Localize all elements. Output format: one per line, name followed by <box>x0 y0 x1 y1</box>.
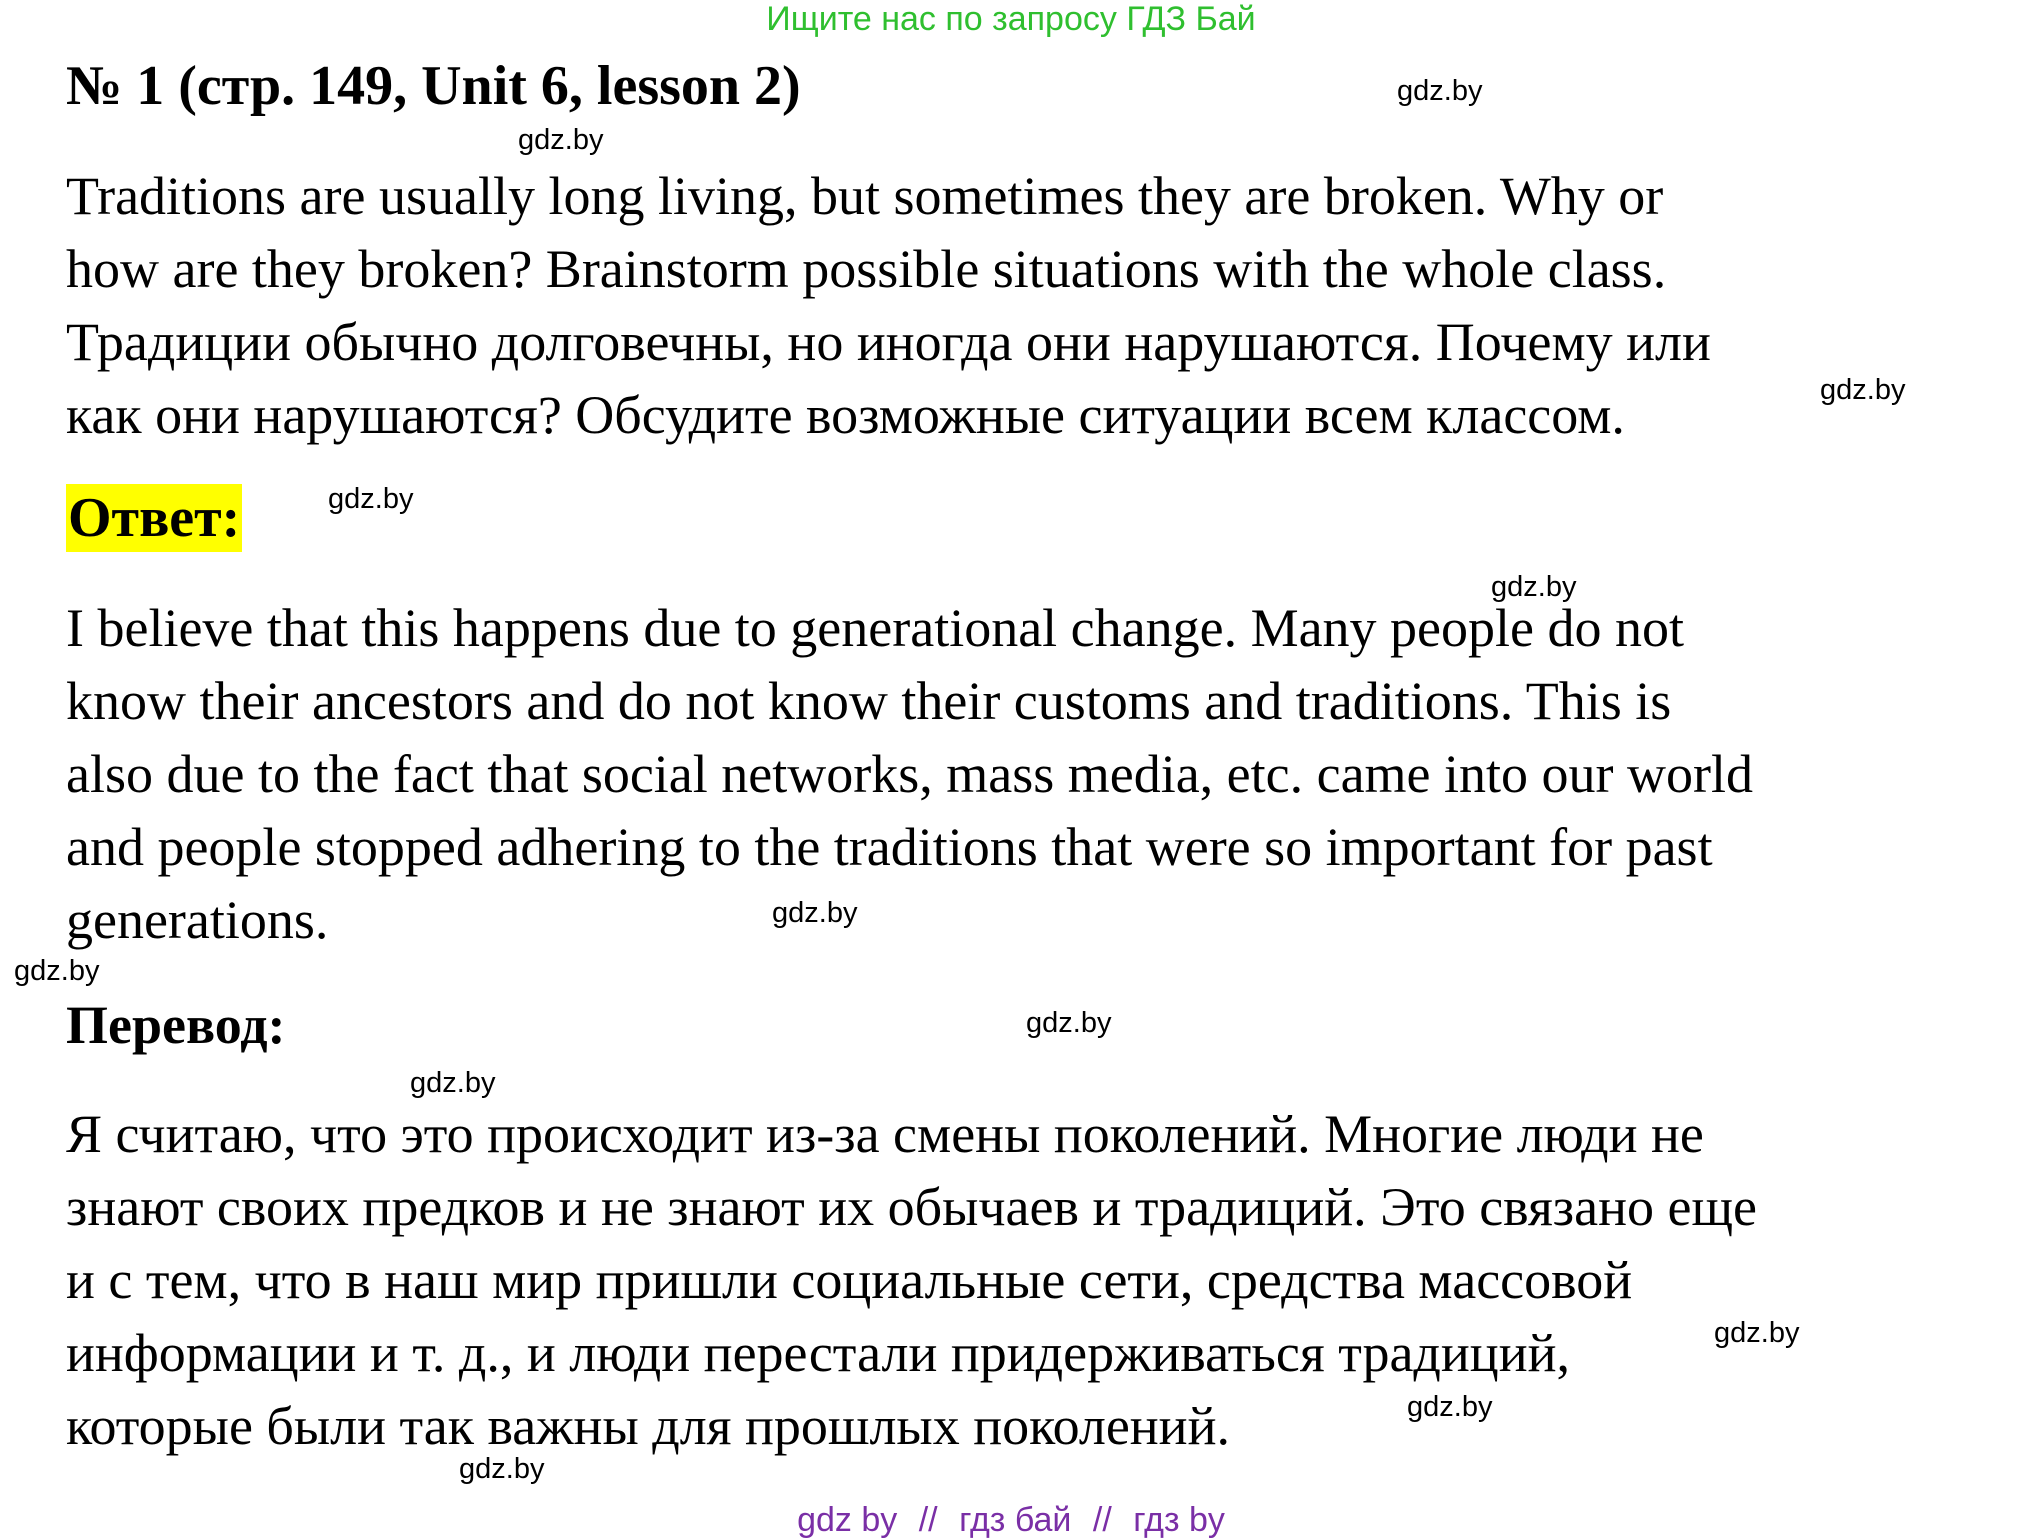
text-line: и с тем, что в наш мир пришли социальные сети, средства массовой <box>66 1250 1633 1310</box>
translation-label: Перевод: <box>66 995 286 1055</box>
task-russian <box>66 306 1711 452</box>
watermark: gdz.by <box>328 483 414 515</box>
text-line: знают своих предков и не знают их обычаев и традиций. Это связано еще <box>66 1177 1758 1237</box>
answer-russian <box>66 1098 1757 1463</box>
watermark: gdz.by <box>518 124 604 156</box>
watermark: gdz.by <box>1491 571 1577 603</box>
footer-links <box>0 1500 2022 1540</box>
watermark: gdz.by <box>410 1067 496 1099</box>
text-line: которые были так важны для прошлых поколений. <box>66 1396 1230 1456</box>
exercise-heading: № 1 (стр. 149, Unit 6, lesson 2) <box>66 55 801 117</box>
watermark: gdz.by <box>1407 1391 1493 1423</box>
watermark: gdz.by <box>1714 1317 1800 1349</box>
footer-link[interactable]: гдз by <box>1133 1501 1225 1539</box>
footer-separator: // <box>918 1501 938 1539</box>
watermark: gdz.by <box>14 955 100 987</box>
text-line: информации и т. д., и люди перестали придерживаться традиций, <box>66 1323 1570 1383</box>
answer-english <box>66 592 1753 957</box>
search-banner: Ищите нас по запросу ГДЗ Бай <box>766 0 1256 38</box>
text-line: know their ancestors and do not know their customs and traditions. This is <box>66 671 1672 731</box>
footer-link[interactable]: гдз бай <box>959 1501 1072 1539</box>
watermark: gdz.by <box>772 897 858 929</box>
watermark: gdz.by <box>1820 374 1906 406</box>
text-line: and people stopped adhering to the traditions that were so important for past <box>66 817 1713 877</box>
text-line: Традиции обычно долговечны, но иногда они нарушаются. Почему или <box>66 312 1711 372</box>
answer-label: Ответ: <box>66 484 242 552</box>
footer-link[interactable]: gdz by <box>797 1501 898 1539</box>
text-line: also due to the fact that social networks, mass media, etc. came into our world <box>66 744 1753 804</box>
text-line: Traditions are usually long living, but sometimes they are broken. Why or <box>66 166 1664 226</box>
text-line: I believe that this happens due to generational change. Many people do not <box>66 598 1684 658</box>
watermark: gdz.by <box>1026 1007 1112 1039</box>
watermark: gdz.by <box>459 1453 545 1485</box>
text-line: Я считаю, что это происходит из-за смены поколений. Многие люди не <box>66 1104 1704 1164</box>
text-line: generations. <box>66 890 329 950</box>
footer-separator: // <box>1092 1501 1112 1539</box>
text-line: how are they broken? Brainstorm possible situations with the whole class. <box>66 239 1667 299</box>
task-english <box>66 160 1666 306</box>
text-line: как они нарушаются? Обсудите возможные ситуации всем классом. <box>66 385 1625 445</box>
watermark: gdz.by <box>1397 75 1483 107</box>
